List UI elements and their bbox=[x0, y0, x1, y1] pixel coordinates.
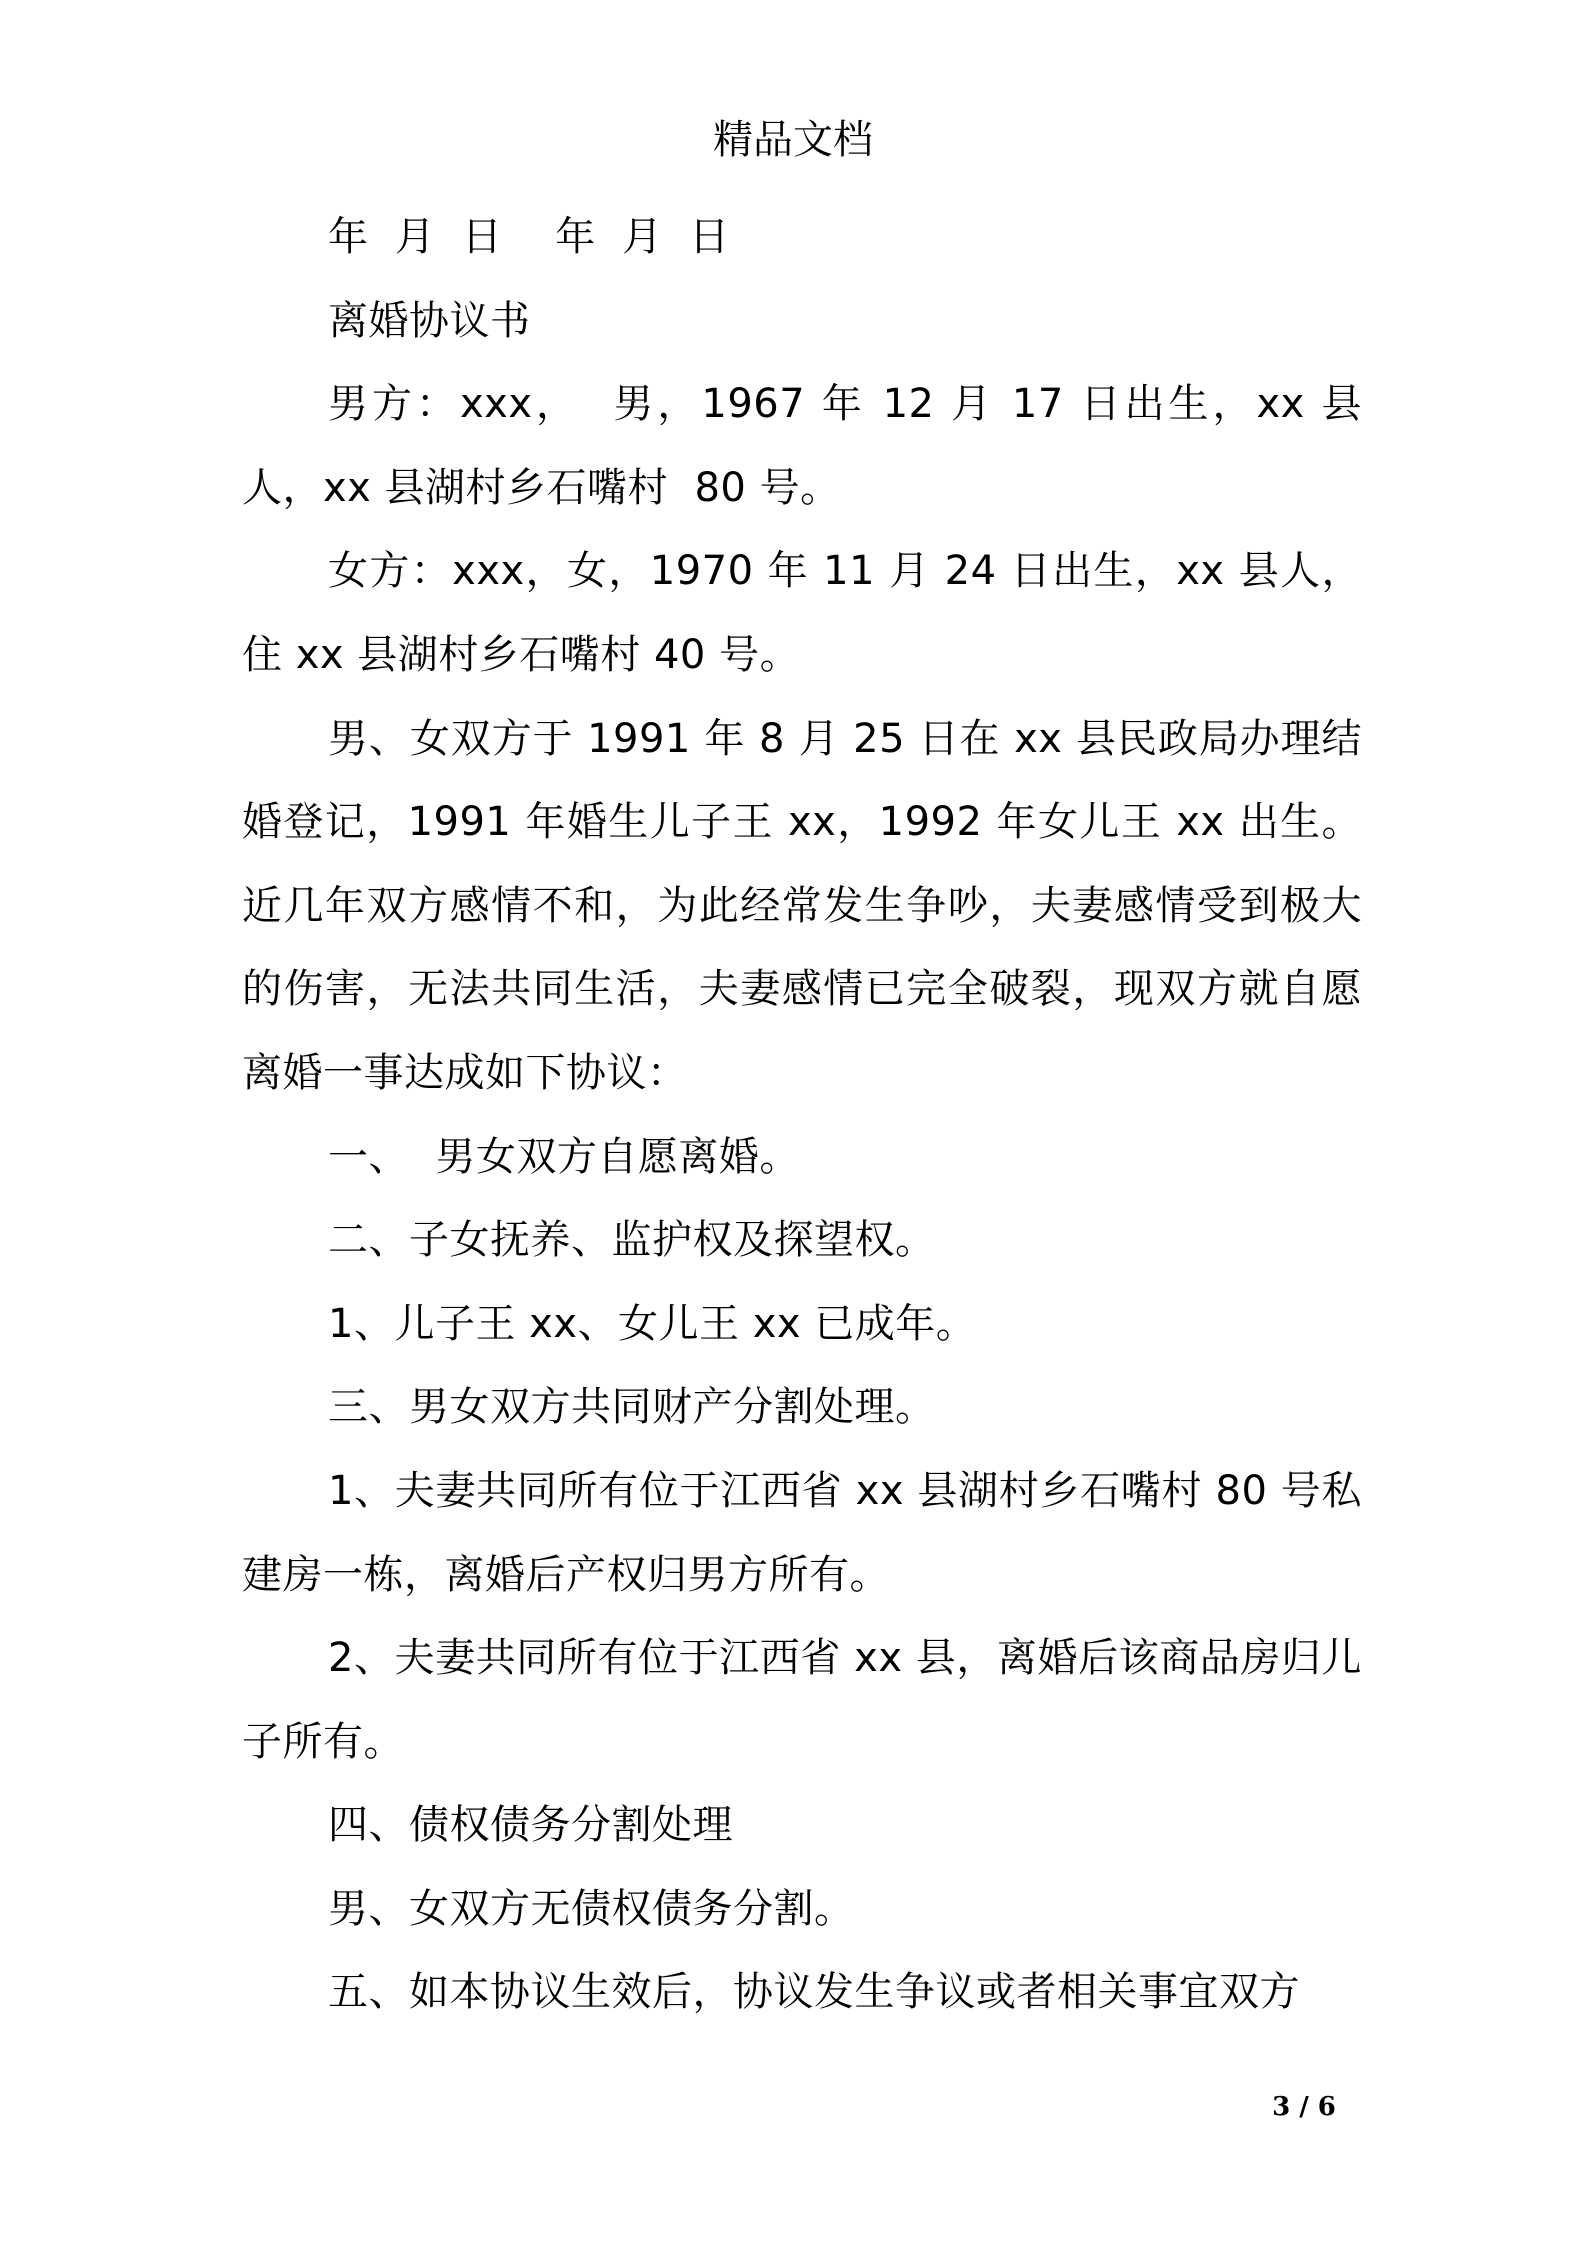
page-number: 3 / 6 bbox=[1272, 2092, 1336, 2122]
clause-three-item-2: 2、夫妻共同所有位于江西省 xx 县，离婚后该商品房归儿子所有。 bbox=[242, 1635, 1362, 1765]
paragraph-male-party: 男方：xxx， 男，1967 年 12 月 17 日出生，xx 县人，xx 县湖村乡石嘴村 80 号。 bbox=[242, 381, 1362, 511]
clause-two: 二、子女抚养、监护权及探望权。 bbox=[328, 1217, 936, 1264]
clause-three: 三、男女双方共同财产分割处理。 bbox=[328, 1384, 936, 1431]
clause-four: 四、债权债务分割处理 bbox=[328, 1802, 733, 1849]
document-title: 离婚协议书 bbox=[328, 297, 531, 344]
clause-five: 五、如本协议生效后，协议发生争议或者相关事宜双方 bbox=[328, 1969, 1300, 2016]
clause-two-item-1: 1、儿子王 xx、女儿王 xx 已成年。 bbox=[328, 1300, 977, 1347]
clause-one: 一、 男女双方自愿离婚。 bbox=[328, 1133, 800, 1180]
clause-three-item-1: 1、夫妻共同所有位于江西省 xx 县湖村乡石嘴村 80 号私建房一栋，离婚后产权归男方所有。 bbox=[242, 1467, 1362, 1598]
page-header: 精品文档 bbox=[713, 117, 873, 163]
paragraph-female-party: 女方：xxx，女，1970 年 11 月 24 日出生，xx 县人，住 xx 县湖村乡石嘴村 40 号。 bbox=[242, 548, 1362, 678]
document-body bbox=[242, 196, 1362, 2035]
paragraph-background: 男、女双方于 1991 年 8 月 25 日在 xx 县民政局办理结婚登记，1991 年婚生儿子王 xx，1992 年女儿王 xx 出生。近几年双方感情不和，为此经常发生争吵，夫妻感情受到极大的伤害，无法共同生活，夫妻感情已完全破裂，现双方就自愿离婚一事达成如下协议： bbox=[242, 715, 1362, 1096]
clause-four-detail: 男、女双方无债权债务分割。 bbox=[328, 1885, 855, 1932]
date-line: 年 月 日 年 月 日 bbox=[328, 214, 730, 260]
